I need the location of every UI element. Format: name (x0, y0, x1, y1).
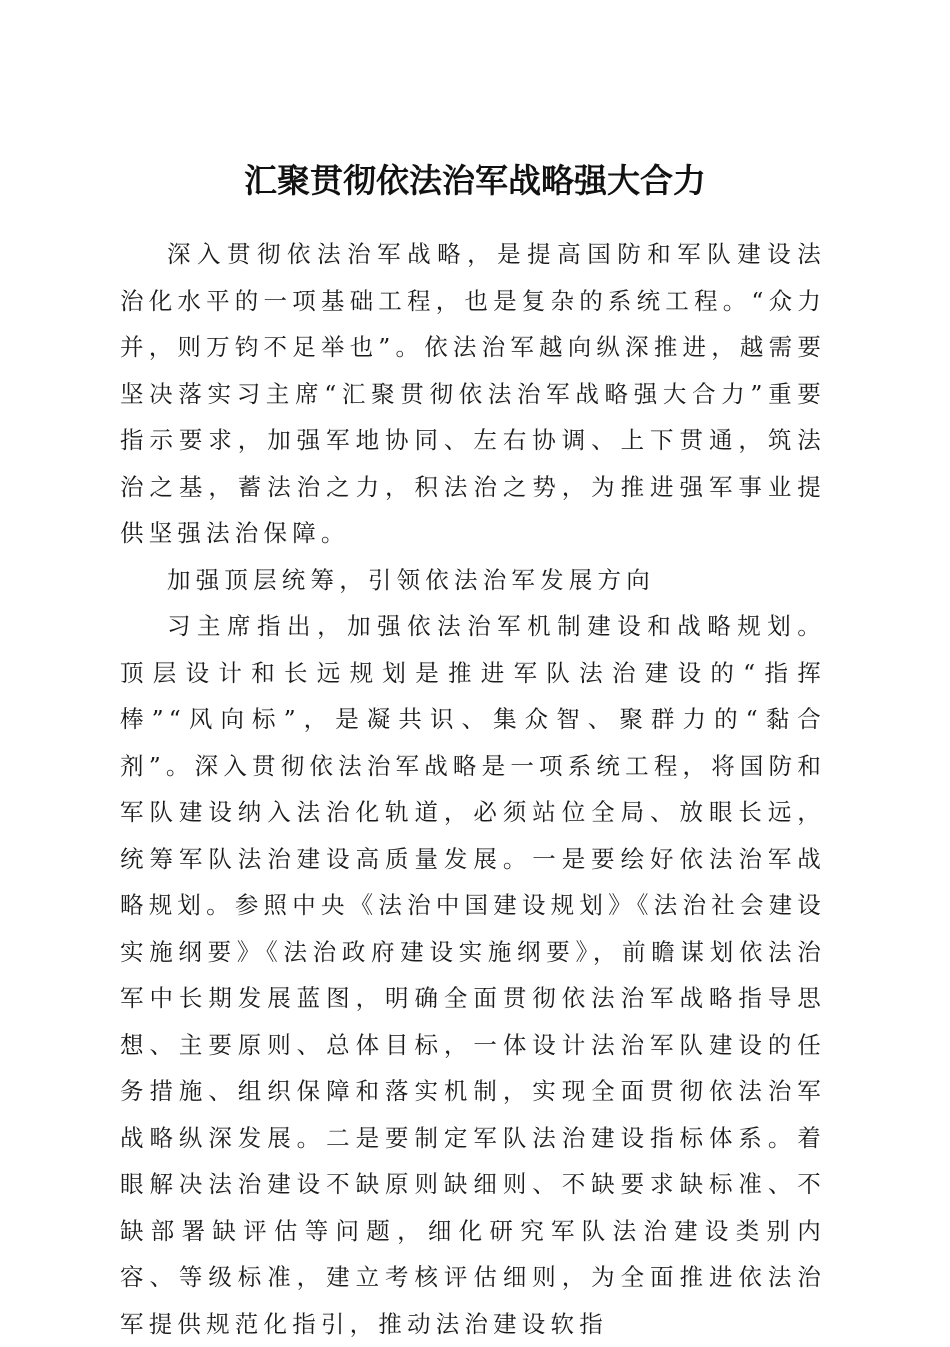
paragraph-intro: 深入贯彻依法治军战略，是提高国防和军队建设法治化水平的一项基础工程，也是复杂的系统工程。“众力并，则万钧不足举也”。依法治军越向纵深推进，越需要坚决落实习主席“汇聚贯彻依法治军战略强大合力”重要指示要求，加强军地协同、左右协调、上下贯通，筑法治之基，蓄法治之力，积法治之势，为推进强军事业提供坚强法治保障。 (120, 240, 827, 547)
section-heading: 加强顶层统筹，引领依法治军发展方向 (167, 565, 655, 594)
paragraph-section-1: 习主席指出，加强依法治军机制建设和战略规划。顶层设计和长远规划是推进军队法治建设的“指挥棒”“风向标”，是凝共识、集众智、聚群力的“黏合剂”。深入贯彻依法治军战略是一项系统工程，将国防和军队建设纳入法治化轨道，必须站位全局、放眼长远，统筹军队法治建设高质量发展。一是要绘好依法治军战略规划。参照中央《法治中国建设规划》《法治社会建设实施纲要》《法治政府建设实施纲要》，前瞻谋划依法治军中长期发展蓝图，明确全面贯彻依法治军战略指导思想、主要原则、总体目标，一体设计法治军队建设的任务措施、组织保障和落实机制，实现全面贯彻依法治军战略纵深发展。二是要制定军队法治建设指标体系。着眼解决法治建设不缺原则缺细则、不缺要求缺标准、不缺部署缺评估等问题，细化研究军队法治建设类别内容、等级标准，建立考核评估细则，为全面推进依法治军提供规范化指引，推动法治建设软指 (120, 612, 827, 1338)
document-body (120, 231, 826, 1347)
page-title: 汇聚贯彻依法治军战略强大合力 (244, 161, 706, 201)
